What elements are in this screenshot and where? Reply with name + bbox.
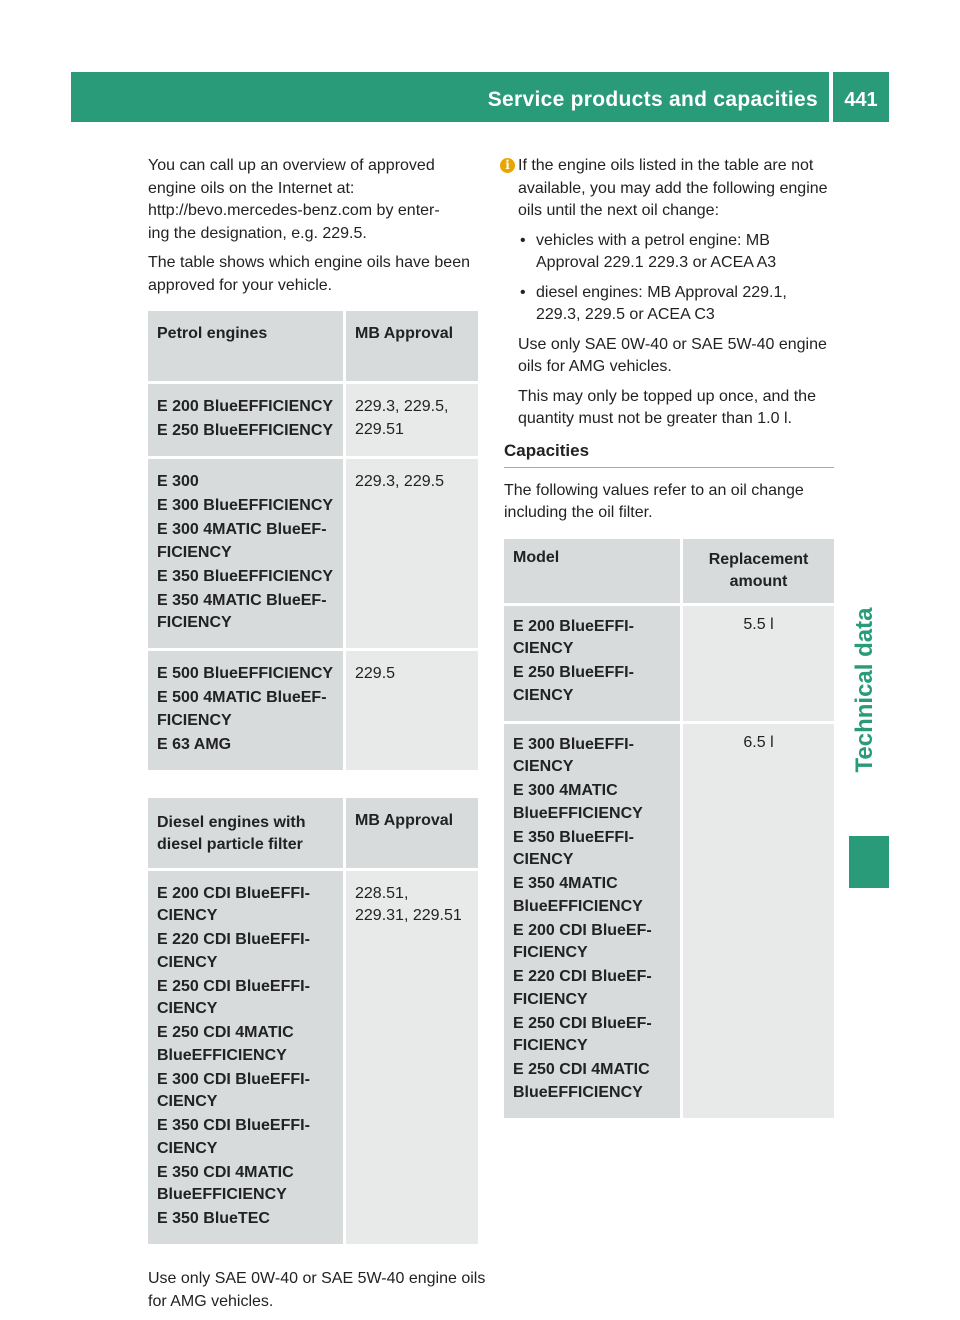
text-line: ing the designation, e.g. 229.5.: [148, 224, 367, 242]
approval-cell: [343, 868, 478, 1245]
model-name: E 300 BlueEFFI- CIENCY: [513, 735, 634, 775]
table-row: [148, 456, 478, 648]
model-cell: [148, 868, 343, 1245]
model-name: E 300 CDI BlueEFFI- CIENCY: [157, 1070, 310, 1110]
model-name: E 200 BlueEFFICIENCY: [157, 398, 334, 415]
text-line: available, you may add the following engine: [518, 179, 828, 197]
diesel-engines-table: [148, 798, 478, 1245]
petrol-engines-table: [148, 311, 478, 770]
text-line: Approval 229.1 229.3 or ACEA A3: [536, 254, 777, 271]
text-line: You can call up an overview of approved: [148, 157, 435, 174]
page-number: 441: [844, 89, 878, 111]
table-row: [504, 721, 834, 1118]
model-name: E 63 AMG: [157, 735, 232, 753]
text-line: http://bevo.mercedes-benz.com by enter-: [148, 202, 440, 219]
approval-value: 229.3, 229.5,: [355, 398, 449, 415]
table-row: [148, 648, 478, 770]
model-name: E 350 BlueTEC: [157, 1210, 270, 1227]
approval-cell: [343, 381, 478, 456]
model-name: E 220 CDI BlueEF- FICIENCY: [513, 968, 652, 1008]
model-name: E 350 CDI BlueEFFI- CIENCY: [157, 1117, 310, 1157]
table-row: [148, 868, 478, 1245]
column-header: Petrol engines: [148, 311, 343, 381]
side-section-tab: [840, 560, 890, 820]
bullet-icon: •: [520, 231, 526, 249]
amg-oil-note: [148, 1268, 488, 1313]
model-name: E 300 4MATIC BlueEF- FICIENCY: [157, 521, 327, 561]
column-header: MB Approval: [343, 311, 478, 381]
info-icon: i: [500, 158, 515, 173]
approval-cell: [343, 648, 478, 770]
top-up-note: [518, 386, 834, 431]
model-name: E 250 BlueEFFI- CIENCY: [513, 664, 634, 704]
model-name: E 250 CDI 4MATIC BlueEFFICIENCY: [157, 1024, 294, 1064]
text-line: vehicles with a petrol engine: MB: [536, 231, 770, 249]
amg-oil-note: [518, 334, 834, 379]
side-thumb-marker: [849, 836, 889, 888]
text-line: approved for your vehicle.: [148, 276, 333, 294]
table-intro: [148, 252, 488, 297]
column-header: Diesel engines with diesel particle filter: [148, 798, 343, 868]
approval-value: 229.31, 229.51: [355, 907, 462, 924]
side-section-label: Technical data: [851, 607, 878, 773]
text-line: The table shows which engine oils have been: [148, 254, 470, 271]
capacities-heading: Capacities: [504, 441, 834, 468]
model-name: E 350 CDI 4MATIC BlueEFFICIENCY: [157, 1163, 294, 1203]
right-column: [504, 155, 834, 1118]
column-header: MB Approval: [343, 798, 478, 868]
capacity-table: [504, 539, 834, 1118]
model-name: E 300: [157, 473, 199, 490]
model-cell: [504, 603, 680, 721]
text-line: engine oils on the Internet at:: [148, 179, 355, 197]
approval-value: 228.51,: [355, 884, 409, 902]
model-name: E 250 CDI BlueEFFI- CIENCY: [157, 977, 310, 1017]
model-name: E 300 4MATIC BlueEFFICIENCY: [513, 782, 643, 822]
text-line: diesel engines: MB Approval 229.1,: [536, 283, 787, 301]
text-line: Use only SAE 0W-40 or SAE 5W-40 engine: [518, 335, 827, 353]
text-line: This may only be topped up once, and the: [518, 387, 816, 405]
list-item: [518, 282, 834, 327]
model-name: E 200 CDI BlueEFFI- CIENCY: [157, 884, 310, 924]
text-line: 229.3, 229.5 or ACEA C3: [536, 306, 715, 323]
bullet-icon: •: [520, 283, 526, 301]
model-name: E 250 CDI BlueEF- FICIENCY: [513, 1014, 652, 1054]
approved-oils-intro: [148, 155, 488, 245]
model-name: E 250 BlueEFFICIENCY: [157, 422, 334, 439]
model-name: E 500 4MATIC BlueEF- FICIENCY: [157, 689, 327, 729]
model-name: E 250 CDI 4MATIC BlueEFFICIENCY: [513, 1061, 650, 1101]
capacities-intro: [504, 480, 834, 525]
model-name: E 300 BlueEFFICIENCY: [157, 497, 334, 514]
model-cell: [504, 721, 680, 1118]
model-cell: [148, 381, 343, 456]
model-name: E 350 BlueEFFI- CIENCY: [513, 828, 634, 868]
info-note: [504, 155, 834, 223]
model-name: E 350 4MATIC BlueEFFICIENCY: [513, 875, 643, 915]
approval-value: 229.51: [355, 420, 404, 438]
list-item: [518, 230, 834, 275]
approval-value: 229.5: [355, 665, 396, 682]
text-line: for AMG vehicles.: [148, 1292, 274, 1310]
amount-cell: 5.5 l: [680, 603, 834, 721]
model-cell: [148, 456, 343, 648]
approval-value: 229.3, 229.5: [355, 473, 444, 490]
left-column: [148, 155, 488, 1320]
column-header: Replacement amount: [680, 539, 834, 603]
table-row: [148, 381, 478, 456]
approval-cell: [343, 456, 478, 648]
text-line: quantity must not be greater than 1.0 l.: [518, 410, 792, 427]
column-header: Model: [504, 539, 680, 603]
text-line: oils for AMG vehicles.: [518, 358, 672, 375]
page-title: Service products and capacities: [487, 88, 818, 111]
text-line: If the engine oils listed in the table are not: [518, 157, 814, 174]
text-line: The following values refer to an oil change: [504, 481, 804, 499]
text-line: Use only SAE 0W-40 or SAE 5W-40 engine oils: [148, 1270, 486, 1287]
model-name: E 350 BlueEFFICIENCY: [157, 567, 334, 585]
model-name: E 200 BlueEFFI- CIENCY: [513, 617, 634, 657]
model-name: E 220 CDI BlueEFFI- CIENCY: [157, 931, 310, 971]
model-cell: [148, 648, 343, 770]
model-name: E 500 BlueEFFICIENCY: [157, 665, 334, 682]
model-name: E 350 4MATIC BlueEF- FICIENCY: [157, 591, 327, 631]
text-line: including the oil filter.: [504, 504, 653, 521]
text-line: oils until the next oil change:: [518, 202, 720, 219]
amount-cell: 6.5 l: [680, 721, 834, 1118]
model-name: E 200 CDI BlueEF- FICIENCY: [513, 921, 652, 961]
table-row: [504, 603, 834, 721]
